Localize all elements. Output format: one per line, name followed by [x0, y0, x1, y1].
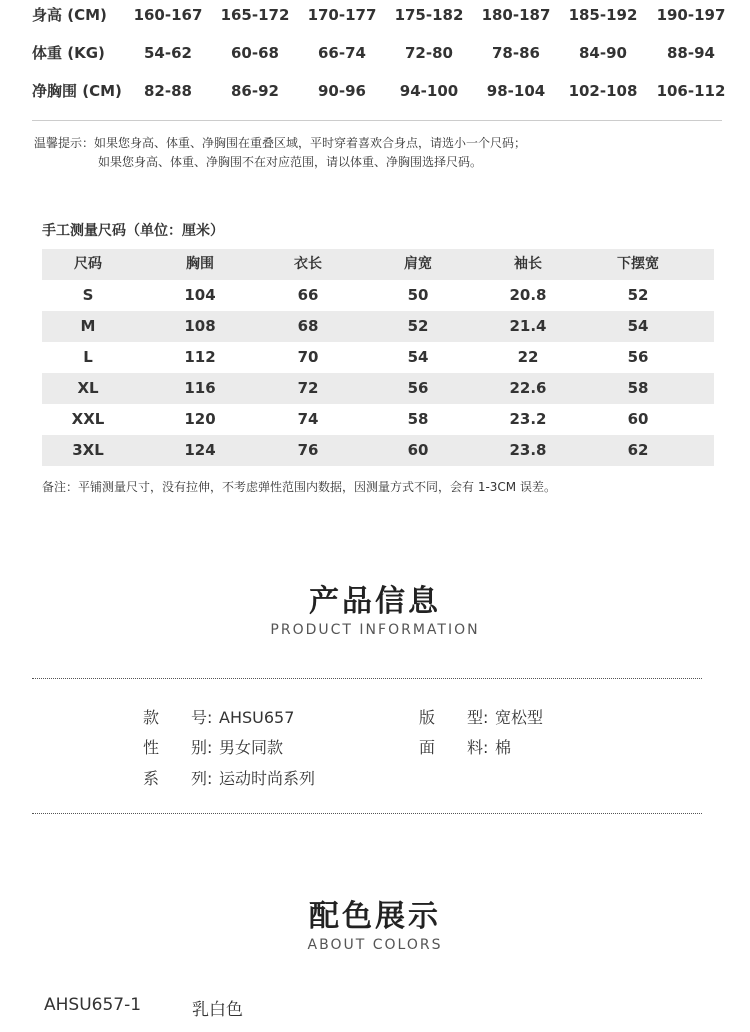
info-gender: 性别: 男女同款	[143, 735, 283, 758]
info-key: 面料	[419, 738, 483, 757]
table-header-row	[42, 249, 714, 280]
tips-line-2: 如果您身高、体重、净胸围不在对应范围，请以体重、净胸围选择尺码。	[98, 155, 483, 169]
colors-subtitle: ABOUT COLORS	[307, 937, 443, 953]
info-key: 款号	[143, 708, 207, 727]
table-cell: 120	[184, 410, 216, 428]
table-cell: L	[83, 348, 93, 366]
info-style-no: 款号: AHSU657	[143, 705, 294, 728]
table-cell: 116	[184, 379, 216, 397]
table-cell: XL	[77, 379, 99, 397]
size-row-height	[0, 0, 750, 30]
column-header: 袖长	[514, 256, 542, 272]
table-cell: 66	[297, 286, 319, 304]
table-cell: S	[82, 286, 94, 304]
table-cell: 58	[407, 410, 429, 428]
table-cell: 72	[297, 379, 319, 397]
table-cell: 3XL	[72, 441, 104, 459]
color-code: AHSU657-1	[44, 995, 142, 1015]
info-key: 性别	[143, 738, 207, 757]
size-cell: 94-100	[399, 82, 459, 100]
size-cell: 180-187	[481, 6, 551, 24]
size-cell: 54-62	[144, 44, 192, 62]
measure-note: 备注：平铺测量尺寸，没有拉伸，不考虑弹性范围内数据，因测量方式不同，会有 1-3CM 误差。	[42, 480, 556, 494]
table-cell: XXL	[71, 410, 105, 428]
table-cell: 20.8	[509, 286, 547, 304]
column-header: 下摆宽	[617, 256, 659, 272]
table-row	[42, 373, 714, 404]
table-cell: 58	[627, 379, 649, 397]
info-key: 版型	[419, 708, 483, 727]
table-row	[42, 404, 714, 435]
table-row	[42, 435, 714, 466]
info-value: 男女同款	[219, 738, 284, 757]
table-cell: 70	[297, 348, 319, 366]
table-cell: 76	[297, 441, 319, 459]
table-cell: 104	[184, 286, 216, 304]
dotted-divider	[32, 678, 702, 679]
table-cell: 60	[627, 410, 649, 428]
size-cell: 160-167	[133, 6, 203, 24]
table-cell: 62	[627, 441, 649, 459]
size-cell: 82-88	[144, 82, 192, 100]
info-series: 系列: 运动时尚系列	[143, 766, 315, 789]
size-cell: 66-74	[318, 44, 366, 62]
measure-table	[42, 249, 714, 466]
size-cell: 175-182	[394, 6, 464, 24]
table-cell: M	[80, 317, 96, 335]
table-cell: 68	[297, 317, 319, 335]
color-name: 乳白色	[192, 1000, 243, 1020]
table-cell: 112	[184, 348, 216, 366]
table-row	[42, 342, 714, 373]
size-cell: 72-80	[405, 44, 453, 62]
table-cell: 108	[184, 317, 216, 335]
size-cell: 165-172	[220, 6, 290, 24]
size-cell: 60-68	[231, 44, 279, 62]
size-cell: 88-94	[667, 44, 715, 62]
column-header: 尺码	[74, 256, 102, 272]
table-cell: 54	[407, 348, 429, 366]
row-label: 体重 (KG)	[32, 44, 105, 62]
table-cell: 52	[627, 286, 649, 304]
info-value: 棉	[495, 738, 512, 757]
size-cell: 190-197	[656, 6, 726, 24]
row-label: 身高 (CM)	[32, 6, 107, 24]
product-info-subtitle: PRODUCT INFORMATION	[270, 622, 480, 638]
info-fabric: 面料: 棉	[419, 735, 511, 758]
table-cell: 52	[407, 317, 429, 335]
table-row	[42, 280, 714, 311]
table-cell: 22	[517, 348, 539, 366]
size-cell: 90-96	[318, 82, 366, 100]
table-cell: 74	[297, 410, 319, 428]
size-cell: 78-86	[492, 44, 540, 62]
divider	[32, 120, 722, 121]
size-row-weight	[0, 38, 750, 68]
table-cell: 56	[627, 348, 649, 366]
colors-title: 配色展示	[309, 899, 441, 934]
info-fit: 版型: 宽松型	[419, 705, 543, 728]
table-cell: 23.8	[509, 441, 547, 459]
size-cell: 102-108	[568, 82, 638, 100]
tips-line-1: 温馨提示：如果您身高、体重、净胸围在重叠区域，平时穿着喜欢合身点，请选小一个尺码；	[34, 136, 527, 150]
column-header: 肩宽	[404, 256, 432, 272]
table-cell: 56	[407, 379, 429, 397]
product-info-title: 产品信息	[309, 584, 441, 619]
info-value: 运动时尚系列	[219, 769, 316, 788]
table-cell: 60	[407, 441, 429, 459]
table-cell: 50	[407, 286, 429, 304]
row-label: 净胸围 (CM)	[32, 82, 122, 100]
size-row-chest	[0, 76, 750, 106]
info-key: 系列	[143, 769, 207, 788]
size-cell: 170-177	[307, 6, 377, 24]
table-cell: 23.2	[509, 410, 547, 428]
table-cell: 21.4	[509, 317, 547, 335]
info-value: AHSU657	[219, 708, 295, 727]
size-cell: 98-104	[486, 82, 546, 100]
table-row	[42, 311, 714, 342]
info-value: 宽松型	[495, 708, 544, 727]
table-cell: 54	[627, 317, 649, 335]
column-header: 胸围	[186, 256, 214, 272]
column-header: 衣长	[294, 256, 322, 272]
dotted-divider	[32, 813, 702, 814]
table-cell: 22.6	[509, 379, 547, 397]
size-cell: 84-90	[579, 44, 627, 62]
measure-title: 手工测量尺码（单位：厘米）	[42, 223, 224, 239]
size-cell: 106-112	[656, 82, 726, 100]
size-cell: 86-92	[231, 82, 279, 100]
table-cell: 124	[184, 441, 216, 459]
size-cell: 185-192	[568, 6, 638, 24]
